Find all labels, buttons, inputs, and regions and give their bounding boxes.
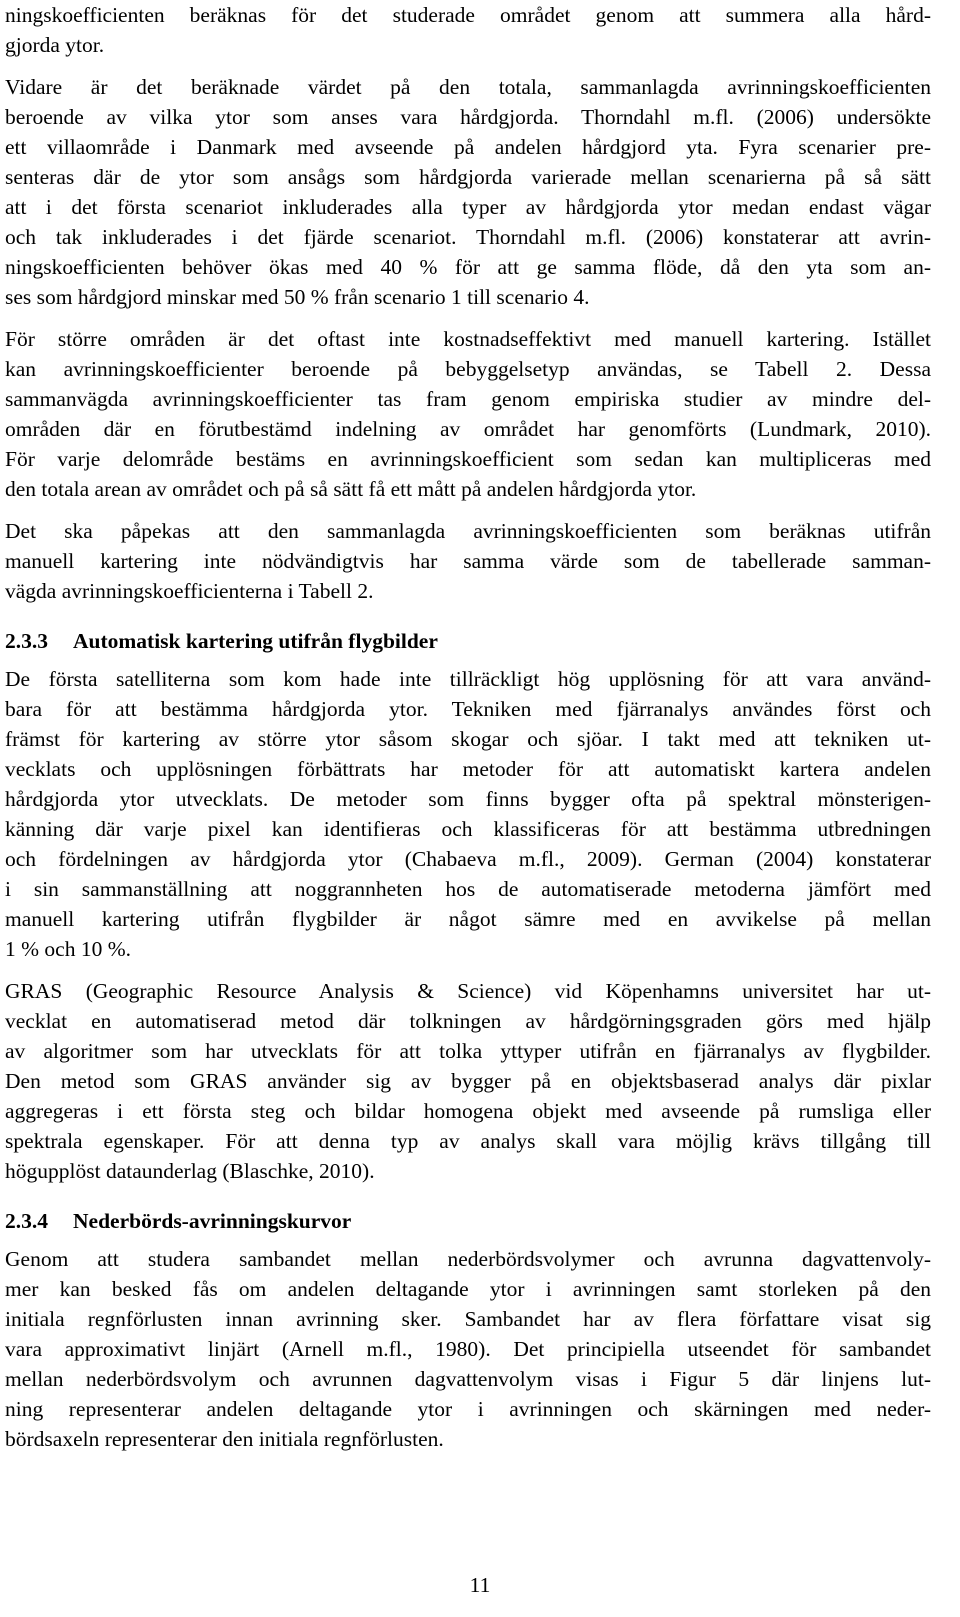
paragraph-line: För större områden är det oftast inte kostnadseffektivt med manuell kartering. Istället xyxy=(5,327,931,351)
paragraph-line: manuell kartering inte nödvändigtvis har samma värde som de tabellerade samman- xyxy=(5,549,931,573)
paragraph-line: hårdgjorda ytor utvecklats. De metoder som finns bygger ofta på spektral mönsterigen- xyxy=(5,787,931,811)
paragraph-line: beroende av vilka ytor som anses vara hårdgjorda. Thorndahl m.fl. (2006) undersökte xyxy=(5,105,931,129)
page-number: 11 xyxy=(469,1573,491,1597)
paragraph-line: och tak inkluderades i det fjärde scenariot. Thorndahl m.fl. (2006) konstaterar att avrin- xyxy=(5,225,931,249)
paragraph-line: i sin sammanställning att noggrannheten hos de automatiserade metoderna jämfört med xyxy=(5,877,931,901)
paragraph-line: ning representerar andelen deltagande ytor i avrinningen och skärningen med neder- xyxy=(5,1397,931,1421)
paragraph-line: mellan nederbördsvolym och avrunnen dagvattenvolym visas i Figur 5 där linjens lut- xyxy=(5,1367,931,1391)
paragraph-line: ett villaområde i Danmark med avseende på andelen hårdgjord yta. Fyra scenarier pre- xyxy=(5,135,931,159)
paragraph-line: bara för att bestämma hårdgjorda ytor. Tekniken med fjärranalys användes först och xyxy=(5,697,931,721)
paragraph-line: senteras där de ytor som ansågs som hårdgjorda varierade mellan scenarierna på så sätt xyxy=(5,165,931,189)
paragraph-line: bördsaxeln representerar den initiala regnförlusten. xyxy=(5,1427,444,1451)
paragraph-line: vecklat en automatiserad metod där tolkningen av hårdgörningsgraden görs med hjälp xyxy=(5,1009,931,1033)
paragraph-line: den totala arean av området och på så sätt få ett mått på andelen hårdgjorda ytor. xyxy=(5,477,697,501)
paragraph-line: Genom att studera sambandet mellan nederbördsvolymer och avrunna dagvattenvoly- xyxy=(5,1247,931,1271)
paragraph-line: ningskoefficienten beräknas för det studerade området genom att summera alla hård- xyxy=(5,3,931,27)
section-title: Nederbörds-avrinningskurvor xyxy=(73,1209,352,1233)
paragraph-line: aggregeras i ett första steg och bildar homogena objekt med avseende på rumsliga eller xyxy=(5,1099,931,1123)
paragraph-line: sammanvägda avrinningskoefficienter tas fram genom empiriska studier av mindre del- xyxy=(5,387,931,411)
paragraph-line: GRAS (Geographic Resource Analysis & Science) vid Köpenhamns universitet har ut- xyxy=(5,979,931,1003)
paragraph-line: Den metod som GRAS använder sig av bygger på en objektsbaserad analys där pixlar xyxy=(5,1069,931,1093)
paragraph-line: initiala regnförlusten innan avrinning sker. Sambandet har av flera författare visat sig xyxy=(5,1307,931,1331)
paragraph-line: och fördelningen av hårdgjorda ytor (Chabaeva m.fl., 2009). German (2004) konstaterar xyxy=(5,847,931,871)
paragraph-line: främst för kartering av större ytor såsom skogar och sjöar. I takt med att tekniken ut- xyxy=(5,727,931,751)
paragraph-line: De första satelliterna som kom hade inte tillräckligt hög upplösning för att vara använd- xyxy=(5,667,931,691)
paragraph-line: ses som hårdgjord minskar med 50 % från scenario 1 till scenario 4. xyxy=(5,285,590,309)
paragraph-line: av algoritmer som har utvecklats för att tolka yttyper utifrån en fjärranalys av flygbilder. xyxy=(5,1039,931,1063)
paragraph-line: Vidare är det beräknade värdet på den totala, sammanlagda avrinningskoefficienten xyxy=(5,75,931,99)
paragraph-line: vägda avrinningskoefficienterna i Tabell 2. xyxy=(5,579,374,603)
paragraph-line: känning där varje pixel kan identifieras och klassificeras för att bestämma utbredningen xyxy=(5,817,931,841)
paragraph-line: spektrala egenskaper. För att denna typ av analys skall vara möjlig krävs tillgång till xyxy=(5,1129,931,1153)
paragraph-line: mer kan besked fås om andelen deltagande ytor i avrinningen samt storleken på den xyxy=(5,1277,931,1301)
paragraph-line: För varje delområde bestäms en avrinningskoefficient som sedan kan multipliceras med xyxy=(5,447,931,471)
paragraph-line: 1 % och 10 %. xyxy=(5,937,131,961)
section-heading xyxy=(5,626,931,656)
paragraph-line: högupplöst dataunderlag (Blaschke, 2010). xyxy=(5,1159,375,1183)
paragraph-line: att i det första scenariot inkluderades alla typer av hårdgjorda ytor medan endast vägar xyxy=(5,195,931,219)
paragraph-line: ningskoefficienten behöver ökas med 40 % för att ge samma flöde, då den yta som an- xyxy=(5,255,931,279)
paragraph-line: Det ska påpekas att den sammanlagda avrinningskoefficienten som beräknas utifrån xyxy=(5,519,931,543)
section-number: 2.3.4 xyxy=(5,1209,48,1233)
paragraph-line: manuell kartering utifrån flygbilder är något sämre med en avvikelse på mellan xyxy=(5,907,931,931)
section-title: Automatisk kartering utifrån flygbilder xyxy=(73,629,438,653)
section-heading xyxy=(5,1206,931,1236)
paragraph-line: vara approximativt linjärt (Arnell m.fl., 1980). Det principiella utseendet för sambandet xyxy=(5,1337,931,1361)
paragraph-line: områden där en förutbestämd indelning av området har genomförts (Lundmark, 2010). xyxy=(5,417,931,441)
paragraph-line: vecklats och upplösningen förbättrats har metoder för att automatiskt kartera andelen xyxy=(5,757,931,781)
paragraph-line: gjorda ytor. xyxy=(5,33,105,57)
section-number: 2.3.3 xyxy=(5,629,48,653)
paragraph-line: kan avrinningskoefficienter beroende på bebyggelsetyp användas, se Tabell 2. Dessa xyxy=(5,357,931,381)
